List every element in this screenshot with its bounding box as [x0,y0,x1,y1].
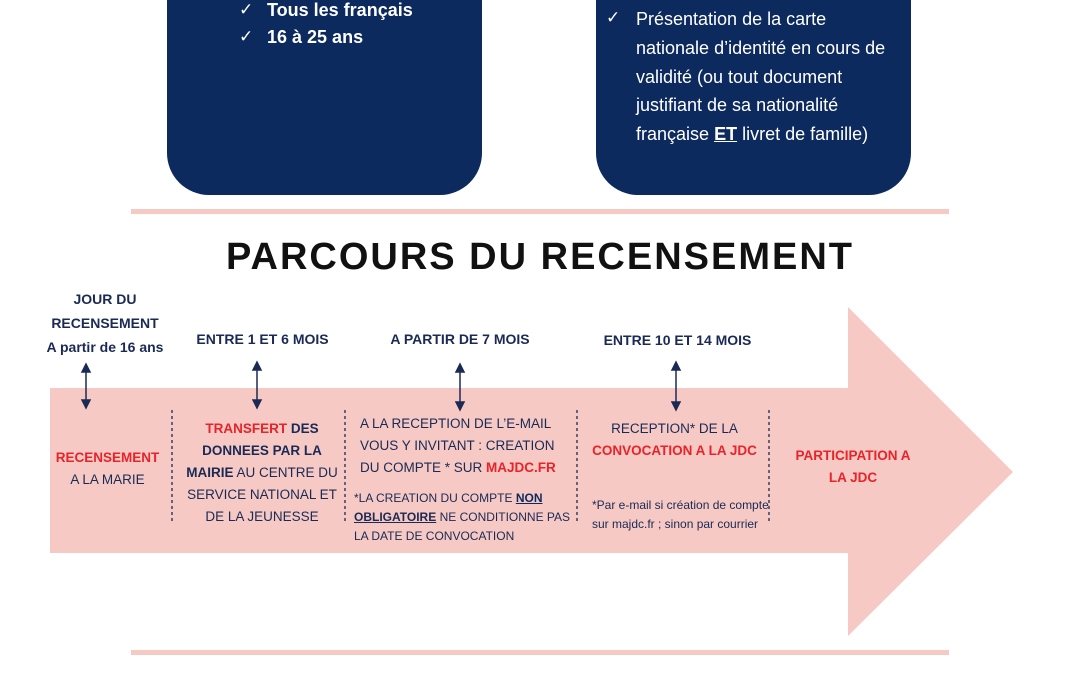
step-transfert-title: TRANSFERT [205,421,288,436]
step-creation-compte [360,413,560,479]
step-convocation-note: *Par e-mail si création de compte sur majdc.fr ; sinon par courrier [592,498,769,531]
timeline-header-line: A partir de 16 ans [46,339,164,355]
step-creation-note [354,489,574,546]
step-transfert-bold: DES DONNEES PAR LA MAIRIE [186,421,322,480]
check-icon: ✓ [239,0,254,19]
documents-text-et: ET [714,124,738,145]
double-arrow-icon [672,362,680,410]
step-convocation [582,418,767,462]
double-arrow-icon [456,364,464,410]
step-recensement [50,447,165,491]
step-transfert [182,418,342,528]
step-participation: PARTICIPATION A LA JDC [795,448,911,485]
timeline-header [375,327,545,351]
documents-text-end: livret de famille) [742,124,869,145]
eligibility-item-text: 16 à 25 ans [267,27,364,47]
timeline-header-line: ENTRE 10 ET 14 MOIS [603,332,752,348]
page-title: PARCOURS DU RECENSEMENT [225,236,854,278]
divider-bottom [131,650,949,655]
timeline-header [20,287,190,359]
note-text-end: NE CONDITIONNE PAS LA DATE DE CONVOCATION [354,510,571,543]
step-recensement-text: A LA MARIE [70,472,145,487]
step-convocation-title: CONVOCATION A LA JDC [592,443,757,458]
check-icon: ✓ [606,8,621,27]
timeline-header [175,327,350,351]
note-obligatoire: OBLIGATOIRE [354,510,437,524]
step-convocation-text: RECEPTION* DE LA [611,421,738,436]
double-arrow-icon [253,362,261,408]
majdc-link[interactable]: MAJDC.FR [486,460,556,475]
note-text: *LA CREATION DU COMPTE [354,491,516,505]
timeline-header-line: RECENSEMENT [51,315,159,331]
step-creation-text: A LA RECEPTION DE L’E-MAIL VOUS Y INVITANT : CREATION DU COMPTE * SUR [360,416,555,475]
step-recensement-title: RECENSEMENT [55,450,160,465]
timeline-header-line: ENTRE 1 ET 6 MOIS [196,331,329,347]
timeline-header [590,328,765,352]
eligibility-item-text: Tous les français [267,0,413,20]
step-transfert-text: AU CENTRE DU SERVICE NATIONAL ET DE LA JEUNESSE [187,465,338,524]
note-non: NON [515,491,543,505]
timeline-header-line: JOUR DU [73,291,137,307]
check-icon: ✓ [239,27,254,46]
double-arrow-icon [82,364,90,408]
timeline-header-line: A PARTIR DE 7 MOIS [390,331,530,347]
documents-text-main: Présentation de la carte nationale d’identité en cours de validité (ou tout document justifiant de sa nationalité française [636,9,886,145]
